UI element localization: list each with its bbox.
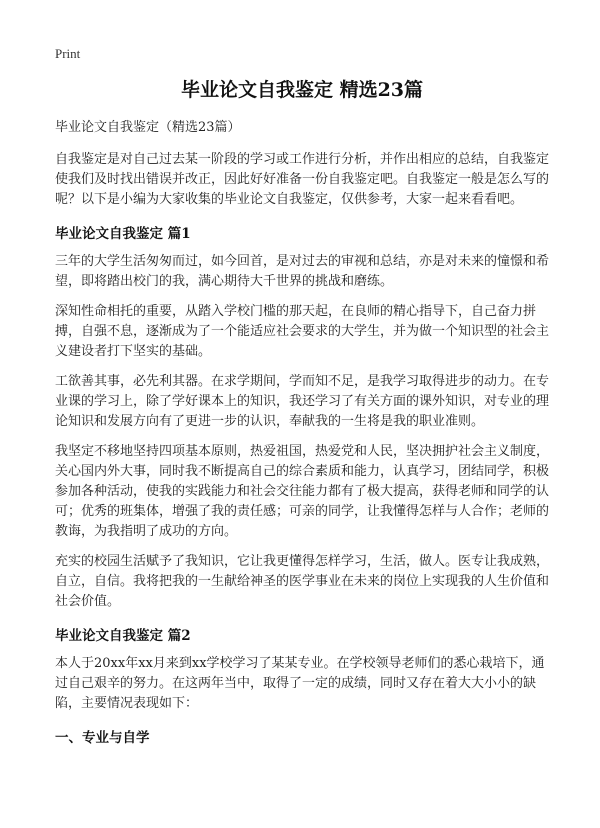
section-1-paragraph: 深知性命相托的重要，从踏入学校门槛的那天起，在良师的精心指导下，自己奋力拼搏，自强不息，逐渐成为了一个能适应社会要求的大学生，并为做一个知识型的社会主义建设者打下坚实的基础。: [55, 304, 550, 359]
intro-paragraph: 自我鉴定是对自己过去某一阶段的学习或工作进行分析，并作出相应的总结，自我鉴定使我们及时找出错误并改正，因此好好准备一份自我鉴定吧。自我鉴定一般是怎么写的呢？以下是小编为大家收集的毕业论文自我鉴定，仅供参考，大家一起来看看吧。: [55, 152, 550, 207]
section-2-paragraph: 本人于20xx年xx月来到xx学校学习了某某专业。在学校领导老师们的悉心栽培下，通过自己艰辛的努力。在这两年当中，取得了一定的成绩，同时又存在着大大小小的缺陷，主要情况表现如下：: [55, 656, 545, 711]
section-1-paragraph: 工欲善其事，必先利其器。在求学期间，学而知不足，是我学习取得进步的动力。在专业课的学习上，除了学好课本上的知识，我还学习了有关方面的课外知识，对专业的理论知识和发展方向有了更进一步的认识，奉献我的一生将是我的职业准则。: [55, 374, 550, 429]
section-1-paragraph: 充实的校园生活赋予了我知识，它让我更懂得怎样学习，生活，做人。医专让我成熟，自立，自信。我将把我的一生献给神圣的医学事业在未来的岗位上实现我的人生价值和社会价值。: [55, 554, 550, 609]
document-subtitle: 毕业论文自我鉴定（精选23篇）: [55, 120, 241, 135]
section-1-paragraph: 我坚定不移地坚持四项基本原则，热爱祖国，热爱党和人民，坚决拥护社会主义制度，关心国内外大事，同时我不断提高自己的综合素质和能力，认真学习，团结同学，积极参加各种活动，使我的实践能力和社会交往能力都有了极大提高，获得老师和同学的认可；优秀的班集体，增强了我的责任感；可亲的同学，让我懂得怎样与人合作；老师的教诲，为我指明了成功的方向。: [55, 444, 550, 539]
page-title: 毕业论文自我鉴定 精选23篇: [180, 79, 424, 101]
print-link[interactable]: Print: [55, 46, 81, 61]
section-heading-2: 毕业论文自我鉴定 篇2: [55, 628, 191, 644]
document-page: [55, 78, 549, 748]
section-heading-1: 毕业论文自我鉴定 篇1: [55, 226, 191, 242]
subsection-heading: 一、专业与自学: [55, 730, 150, 746]
section-1-paragraph: 三年的大学生活匆匆而过，如今回首，是对过去的审视和总结，亦是对未来的憧憬和希望，即将踏出校门的我，满心期待大千世界的挑战和磨练。: [55, 254, 550, 289]
